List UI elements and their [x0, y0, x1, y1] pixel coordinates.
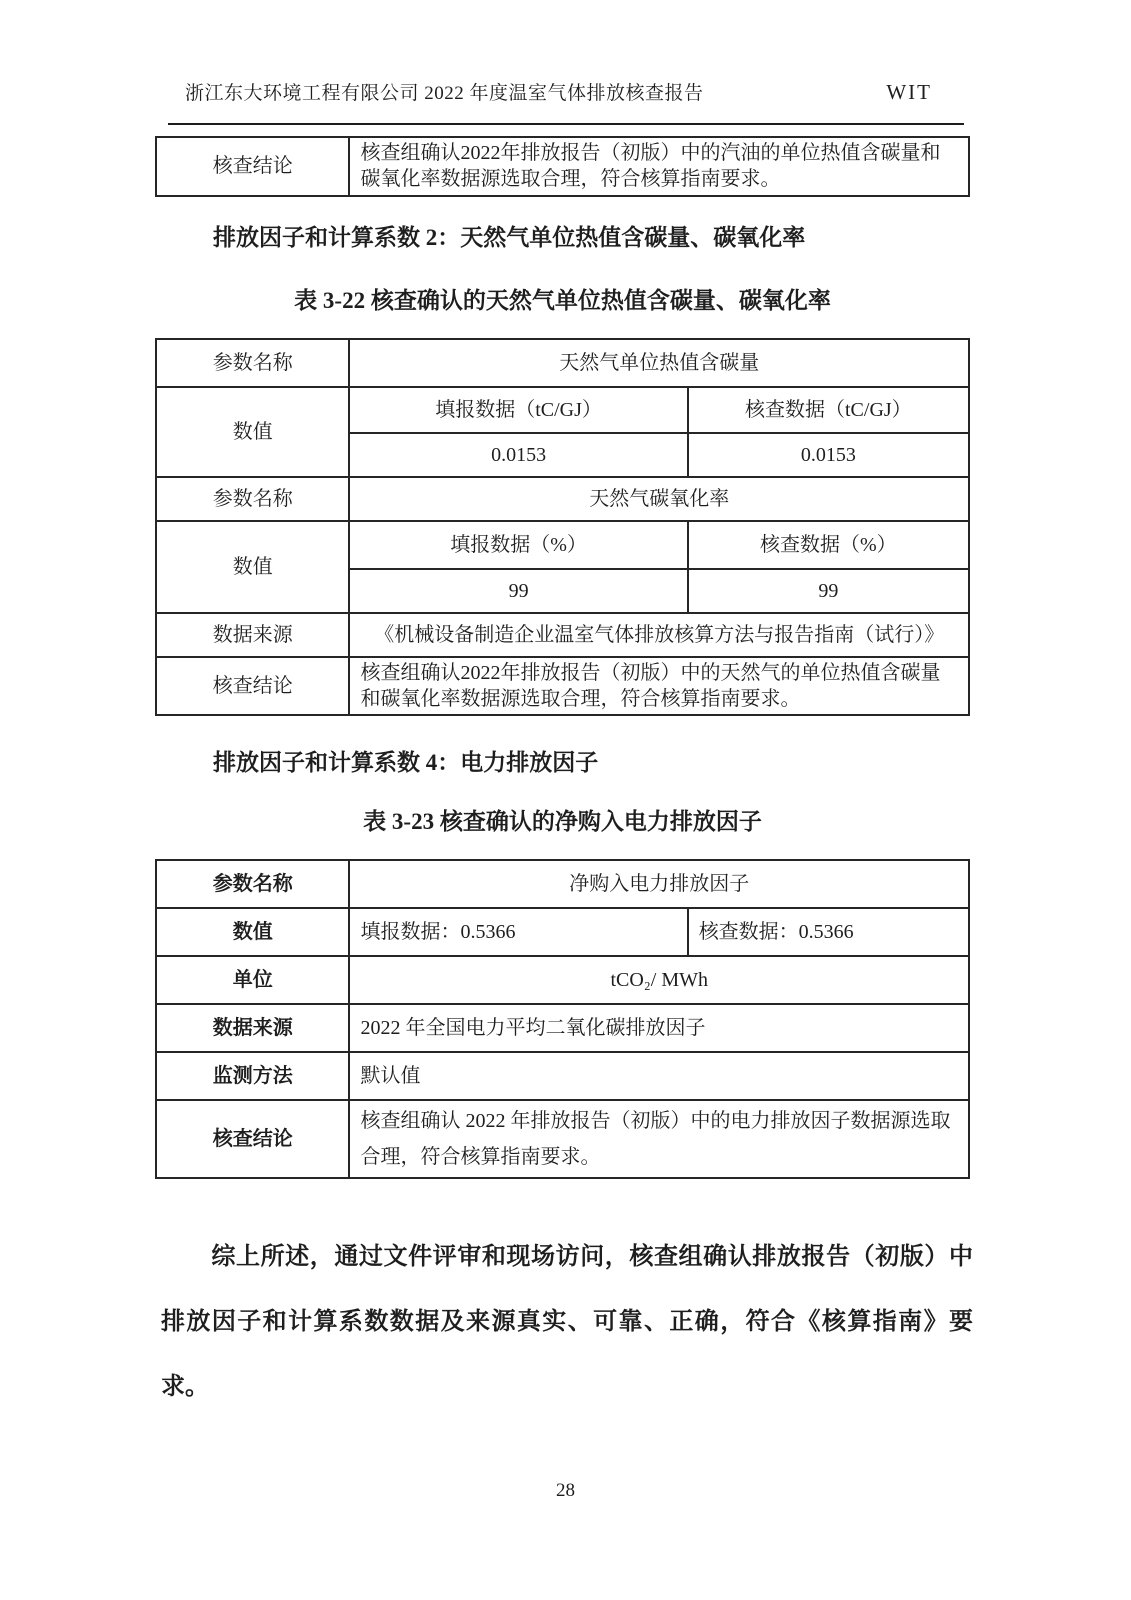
cell-conclusion-value: 核查组确认 2022 年排放报告（初版）中的电力排放因子数据源选取合理，符合核算指南要求。: [349, 1100, 969, 1178]
cell-reported-header: 填报数据（%）: [349, 521, 687, 569]
cell-param-label: 参数名称: [156, 477, 349, 521]
cell-value-label: 数值: [156, 387, 349, 477]
cell-value-label: 数值: [156, 521, 349, 613]
cell-source-label: 数据来源: [156, 613, 349, 657]
cell-unit-label: 单位: [156, 956, 349, 1004]
cell-verified-value: 核查数据：0.5366: [688, 908, 969, 956]
cell-param-value: 净购入电力排放因子: [349, 860, 969, 908]
table-caption-3-22: 表 3-22 核查确认的天然气单位热值含碳量、碳氧化率: [294, 287, 831, 313]
cell-unit-value: tCO₂/ MWh: [349, 956, 969, 1004]
page-number: 28: [556, 1480, 575, 1501]
cell-verified-header: 核查数据（%）: [688, 521, 969, 569]
table-row: [156, 657, 969, 715]
header-rule: [168, 123, 964, 125]
table-row: [156, 1004, 969, 1052]
cell-param-value: 天然气碳氧化率: [349, 477, 969, 521]
table-row: [156, 1100, 969, 1178]
table-row: [156, 860, 969, 908]
cell-source-value: 《机械设备制造企业温室气体排放核算方法与报告指南（试行）》: [349, 613, 969, 657]
table-row: [156, 477, 969, 521]
table-row: [156, 339, 969, 387]
table-3-23: [155, 859, 970, 1179]
cell-conclusion-label: 核查结论: [156, 137, 349, 196]
cell-param-label: 参数名称: [156, 339, 349, 387]
cell-reported-value: 填报数据：0.5366: [349, 908, 687, 956]
cell-reported-value: 99: [349, 569, 687, 613]
table-row: [156, 956, 969, 1004]
summary-paragraph: 综上所述，通过文件评审和现场访问，核查组确认排放报告（初版）中排放因子和计算系数数据及来源真实、可靠、正确，符合《核算指南》要求。: [161, 1244, 973, 1400]
cell-method-value: 默认值: [349, 1052, 969, 1100]
header-logo-text: WIT: [886, 80, 932, 104]
table-row: [156, 613, 969, 657]
table-row: [156, 387, 969, 433]
cell-conclusion-value: 核查组确认2022年排放报告（初版）中的汽油的单位热值含碳量和碳氧化率数据源选取合理，符合核算指南要求。: [349, 137, 969, 196]
table-row: [156, 521, 969, 569]
cell-value-label: 数值: [156, 908, 349, 956]
cell-source-label: 数据来源: [156, 1004, 349, 1052]
cell-reported-header: 填报数据（tC/GJ）: [349, 387, 687, 433]
table-3-22: [155, 338, 970, 716]
cell-verified-header: 核查数据（tC/GJ）: [688, 387, 969, 433]
cell-param-value: 天然气单位热值含碳量: [349, 339, 969, 387]
cell-param-label: 参数名称: [156, 860, 349, 908]
section-heading-gas-factor: 排放因子和计算系数 2：天然气单位热值含碳量、碳氧化率: [213, 224, 806, 250]
cell-verified-value: 99: [688, 569, 969, 613]
carryover-conclusion-table: [155, 136, 970, 197]
table-row: [156, 1052, 969, 1100]
cell-method-label: 监测方法: [156, 1052, 349, 1100]
table-row: [156, 908, 969, 956]
cell-reported-value: 0.0153: [349, 433, 687, 477]
cell-conclusion-label: 核查结论: [156, 657, 349, 715]
page-header: [155, 78, 970, 105]
cell-source-value: 2022 年全国电力平均二氧化碳排放因子: [349, 1004, 969, 1052]
cell-conclusion-label: 核查结论: [156, 1100, 349, 1178]
table-caption-3-23: 表 3-23 核查确认的净购入电力排放因子: [363, 809, 762, 835]
cell-verified-value: 0.0153: [688, 433, 969, 477]
table-row: [156, 137, 969, 196]
page-footer: [0, 1480, 1131, 1502]
header-report-title: 浙江东大环境工程有限公司 2022 年度温室气体排放核查报告: [185, 83, 704, 104]
cell-conclusion-value: 核查组确认2022年排放报告（初版）中的天然气的单位热值含碳量和碳氧化率数据源选取合理，符合核算指南要求。: [349, 657, 969, 715]
section-heading-power-factor: 排放因子和计算系数 4：电力排放因子: [213, 749, 599, 775]
